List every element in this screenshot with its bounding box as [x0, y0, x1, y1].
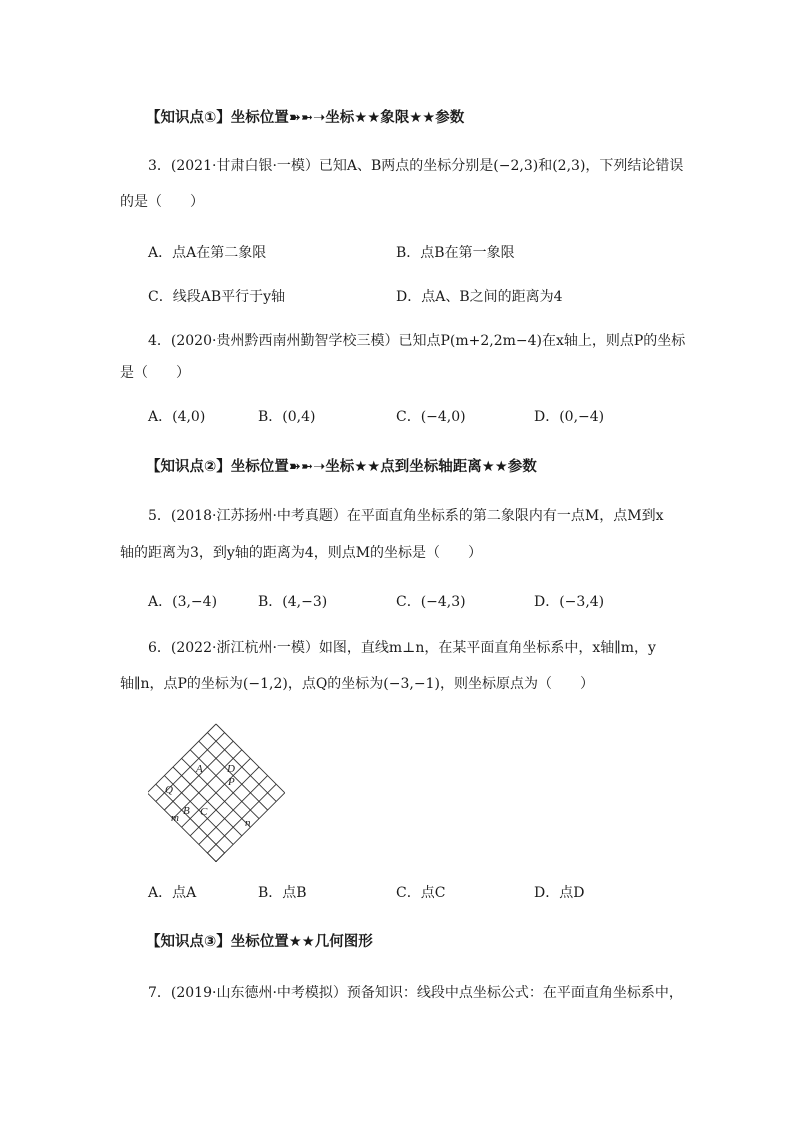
coordinate-grid-figure [148, 720, 298, 862]
q6-option-a: A．点A [148, 885, 197, 901]
question-5-line-2: 轴的距离为3，到y轴的距离为4，则点M的坐标是（ ） [120, 545, 483, 561]
q5-option-d: D．(−3,4) [534, 594, 605, 610]
line-n-label: n [245, 817, 251, 829]
q6-option-d: D．点D [534, 885, 585, 901]
q6-option-b: B．点B [258, 885, 307, 901]
q5-option-c: C．(−4,3) [396, 594, 466, 610]
line-m-label: m [171, 812, 179, 824]
section-heading-1: 【知识点①】坐标位置➽➼➝坐标★★象限★★参数 [146, 110, 465, 126]
section-heading-3: 【知识点③】坐标位置★★几何图形 [146, 934, 373, 950]
line-m [207, 853, 225, 862]
q4-option-a: A．(4,0) [148, 409, 206, 425]
question-3-line-1: 3．(2021·甘肃白银·一模）已知A、B两点的坐标分别是(−2,3)和(2,3)，下列结论错误 [148, 158, 684, 174]
point-p-label: P [228, 776, 235, 788]
q5-option-a: A．(3,−4) [148, 594, 218, 610]
question-5-line-1: 5．(2018·江苏扬州·中考真题）在平面直角坐标系的第二象限内有一点M，点M到x [148, 508, 664, 524]
question-6-line-1: 6．(2022·浙江杭州·一模）如图，直线m⊥n，在某平面直角坐标系中，x轴∥m，y [148, 640, 656, 656]
q3-option-d: D．点A、B之间的距离为4 [396, 289, 563, 305]
question-4-line-2: 是（ ） [120, 365, 190, 381]
question-4-line-1: 4．(2020·贵州黔西南州勤智学校三模）已知点P(m+2,2m−4)在x轴上，则点P的坐标 [148, 333, 686, 349]
q3-option-a: A．点A在第二象限 [148, 245, 267, 261]
point-a-label: A [196, 763, 203, 775]
point-b-label: B [183, 805, 190, 817]
point-d-label: D [227, 763, 235, 775]
q4-option-b: B．(0,4) [258, 409, 316, 425]
point-q-label: Q [165, 784, 173, 796]
section-heading-2: 【知识点②】坐标位置➽➼➝坐标★★点到坐标轴距离★★参数 [146, 459, 537, 475]
q3-option-b: B．点B在第一象限 [396, 245, 515, 261]
q6-option-c: C．点C [396, 885, 446, 901]
q5-option-b: B．(4,−3) [258, 594, 328, 610]
question-7-line-1: 7．(2019·山东德州·中考模拟）预备知识：线段中点坐标公式：在平面直角坐标系中， [148, 985, 683, 1001]
q4-option-d: D．(0,−4) [534, 409, 605, 425]
question-3-line-2: 的是（ ） [120, 194, 204, 210]
perpendicular-lines-m-n [207, 853, 225, 862]
q3-option-c: C．线段AB平行于y轴 [148, 289, 286, 305]
q4-option-c: C．(−4,0) [396, 409, 466, 425]
point-c-label: C [200, 806, 208, 818]
question-6-line-2: 轴∥n，点P的坐标为(−1,2)，点Q的坐标为(−3,−1)，则坐标原点为（ ） [120, 676, 594, 692]
line-n [207, 853, 225, 862]
